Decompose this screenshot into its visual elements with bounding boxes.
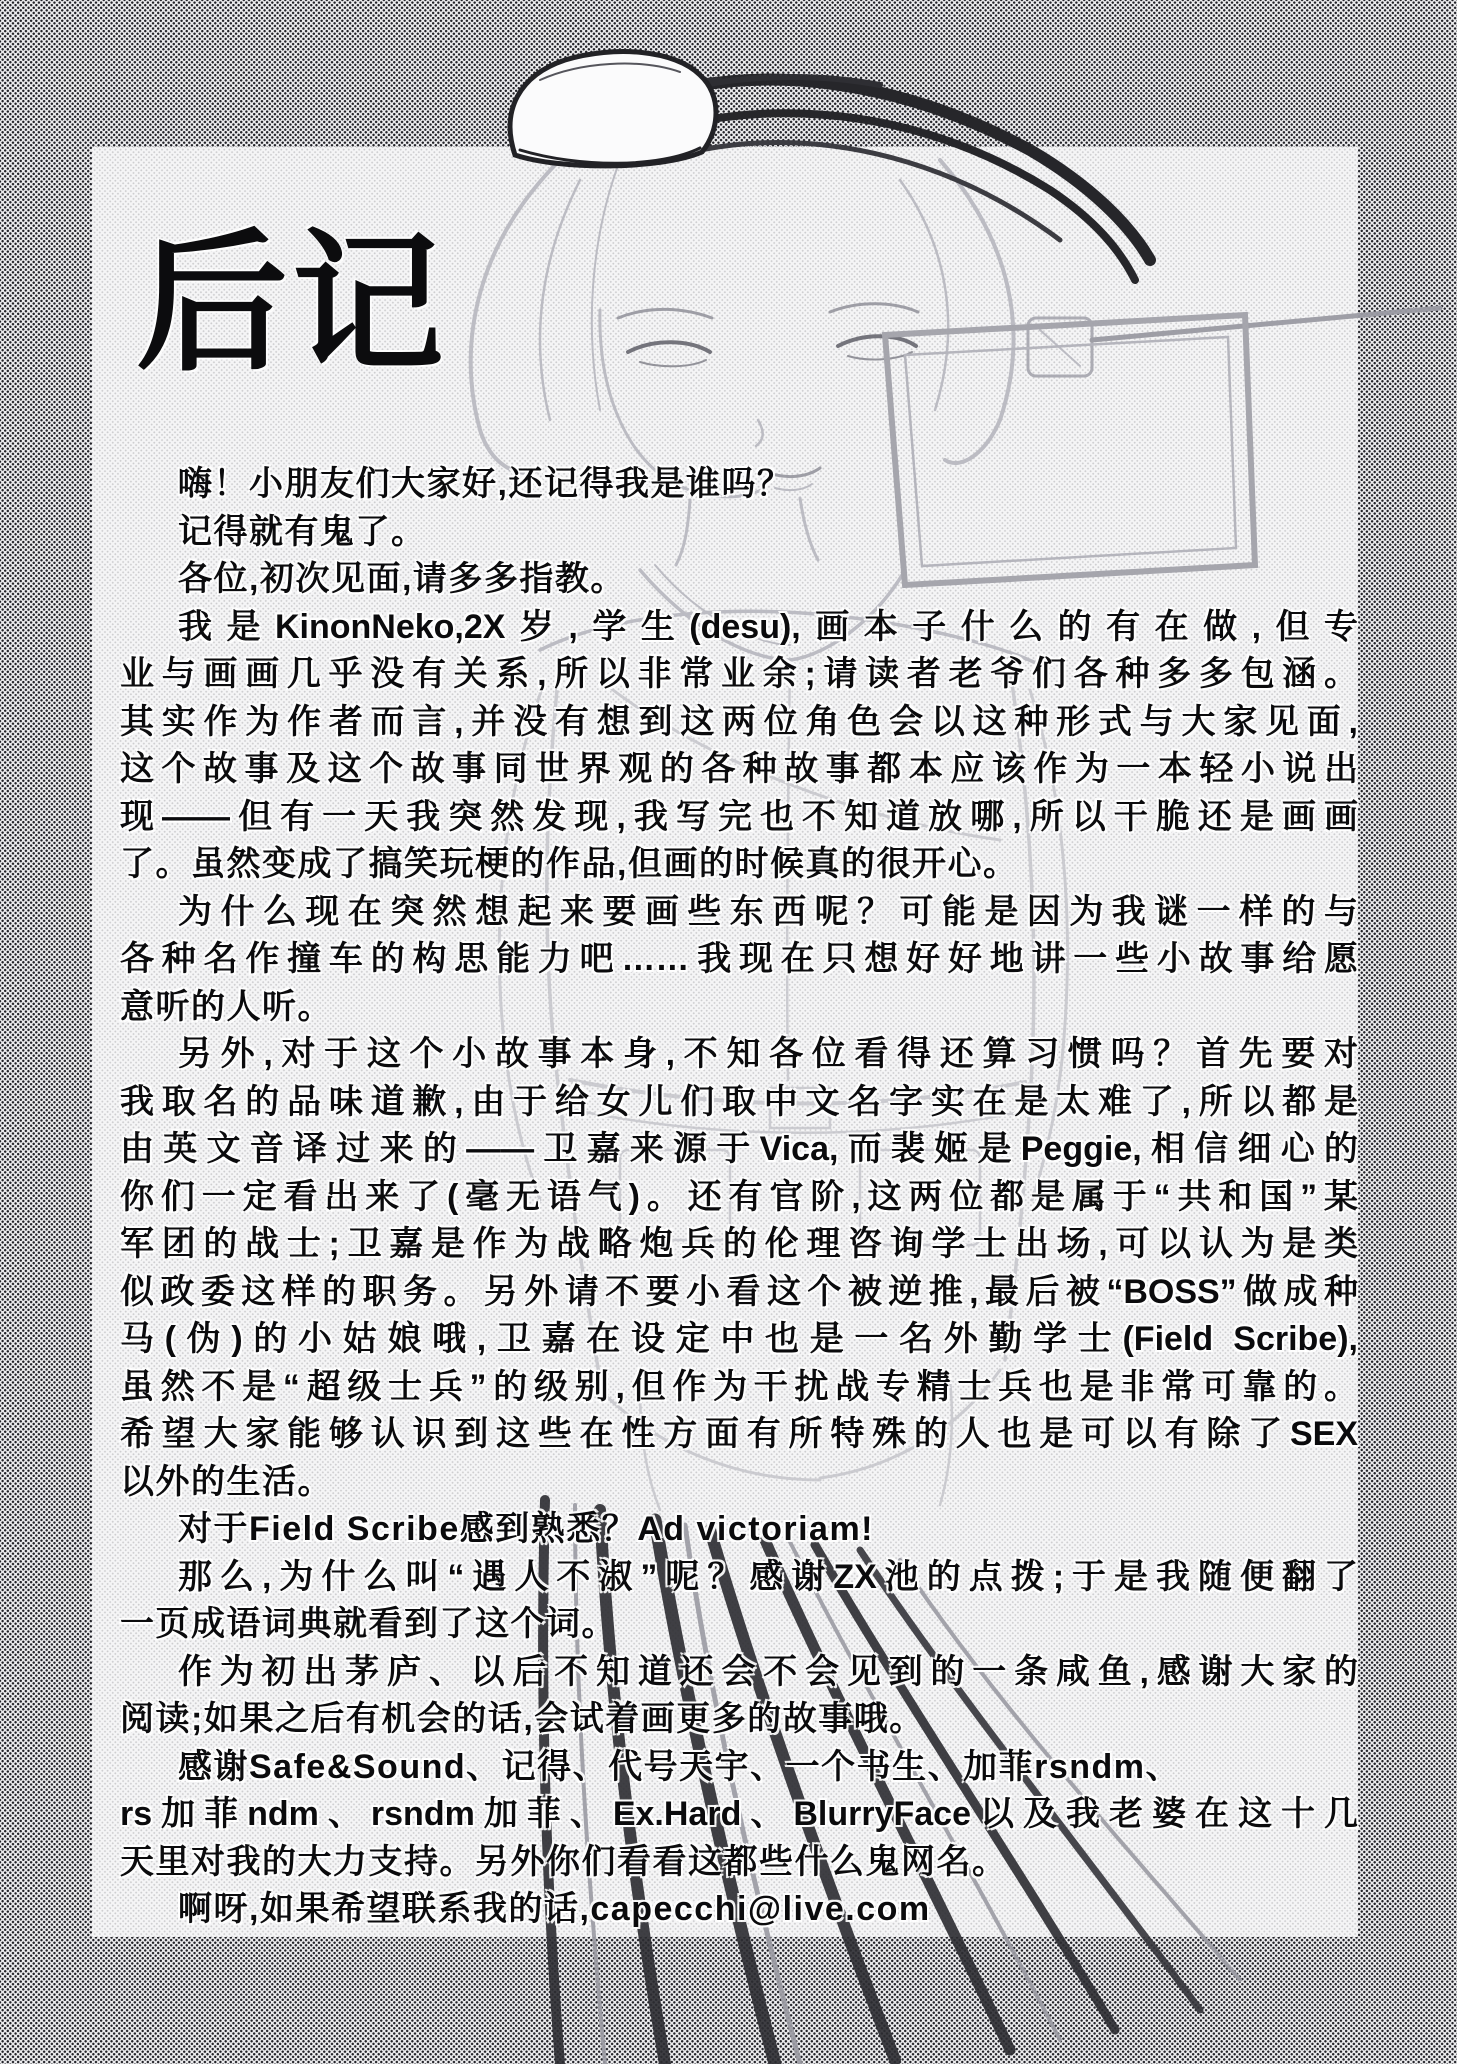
text-line: 其实作为作者而言,并没有想到这两位角色会以这种形式与大家见面, <box>120 702 1358 741</box>
text-line: 似政委这样的职务。另外请不要小看这个被逆推,最后被“BOSS”做成种 <box>120 1272 1358 1311</box>
text-line: 虽然不是“超级士兵”的级别,但作为干扰战专精士兵也是非常可靠的。 <box>120 1367 1358 1406</box>
text-line: 由英文音译过来的——卫嘉来源于Vica,而裴姬是Peggie,相信细心的 <box>120 1130 1358 1168</box>
text-line: 马(伪)的小姑娘哦,卫嘉在设定中也是一名外勤学士(Field Scribe), <box>120 1320 1358 1358</box>
text-line: 另外,对于这个小故事本身,不知各位看得还算习惯吗？首先要对 <box>178 1035 1358 1073</box>
text-line: 各种名作撞车的构思能力吧……我现在只想好好地讲一些小故事给愿 <box>120 940 1358 978</box>
text-line: 作为初出茅庐、以后不知道还会不会见到的一条咸鱼,感谢大家的 <box>178 1652 1358 1691</box>
text-line: 我取名的品味道歉,由于给女儿们取中文名字实在是太难了,所以都是 <box>120 1082 1358 1121</box>
afterword-text <box>120 461 1358 1934</box>
text-line: 军团的战士;卫嘉是作为战略炮兵的伦理咨询学士出场,可以认为是类 <box>120 1225 1358 1263</box>
text-line: 各位,初次见面,请多多指教。 <box>178 560 626 598</box>
text-line: 啊呀,如果希望联系我的话,capecchi@live.com <box>178 1890 931 1928</box>
text-line: 现——但有一天我突然发现,我写完也不知道放哪,所以干脆还是画画 <box>120 797 1358 836</box>
text-line: 希望大家能够认识到这些在性方面有所特殊的人也是可以有除了SEX <box>120 1415 1358 1453</box>
text-line: 一页成语词典就看到了这个词。 <box>120 1605 617 1643</box>
text-line: 这个故事及这个故事同世界观的各种故事都本应该作为一本轻小说出 <box>120 750 1358 788</box>
text-line: 感谢Safe&Sound、记得、代号天宇、一个书生、加菲rsndm、 <box>178 1747 1182 1786</box>
text-line: 我是KinonNeko,2X岁,学生(desu),画本子什么的有在做,但专 <box>178 607 1358 646</box>
text-line: 天里对我的大力支持。另外你们看看这都些什么鬼网名。 <box>120 1842 1008 1881</box>
text-line: 嗨！小朋友们大家好,还记得我是谁吗？ <box>178 465 793 503</box>
text-line: 意听的人听。 <box>120 987 333 1026</box>
text-line: 业与画画几乎没有关系,所以非常业余;请读者老爷们各种多多包涵。 <box>120 655 1358 693</box>
text-line: 了。虽然变成了搞笑玩梗的作品,但画的时候真的很开心。 <box>120 845 1019 883</box>
text-line: 以外的生活。 <box>120 1462 333 1501</box>
text-line: 你们一定看出来了(毫无语气)。还有官阶,这两位都是属于“共和国”某 <box>120 1177 1358 1216</box>
text-line: 记得就有鬼了。 <box>178 512 427 551</box>
text-line: 那么,为什么叫“遇人不淑”呢？感谢ZX池的点拨;于是我随便翻了 <box>178 1557 1358 1596</box>
text-line: 为什么现在突然想起来要画些东西呢？可能是因为我谜一样的与 <box>178 892 1358 931</box>
page-title: 后记 <box>136 219 448 389</box>
text-line: rs加菲ndm、rsndm加菲、Ex.Hard、BlurryFace以及我老婆在这十几 <box>120 1795 1358 1833</box>
text-line: 对于Field Scribe感到熟悉？Ad victoriam! <box>178 1510 874 1548</box>
text-line: 阅读;如果之后有机会的话,会试着画更多的故事哦。 <box>120 1700 925 1738</box>
